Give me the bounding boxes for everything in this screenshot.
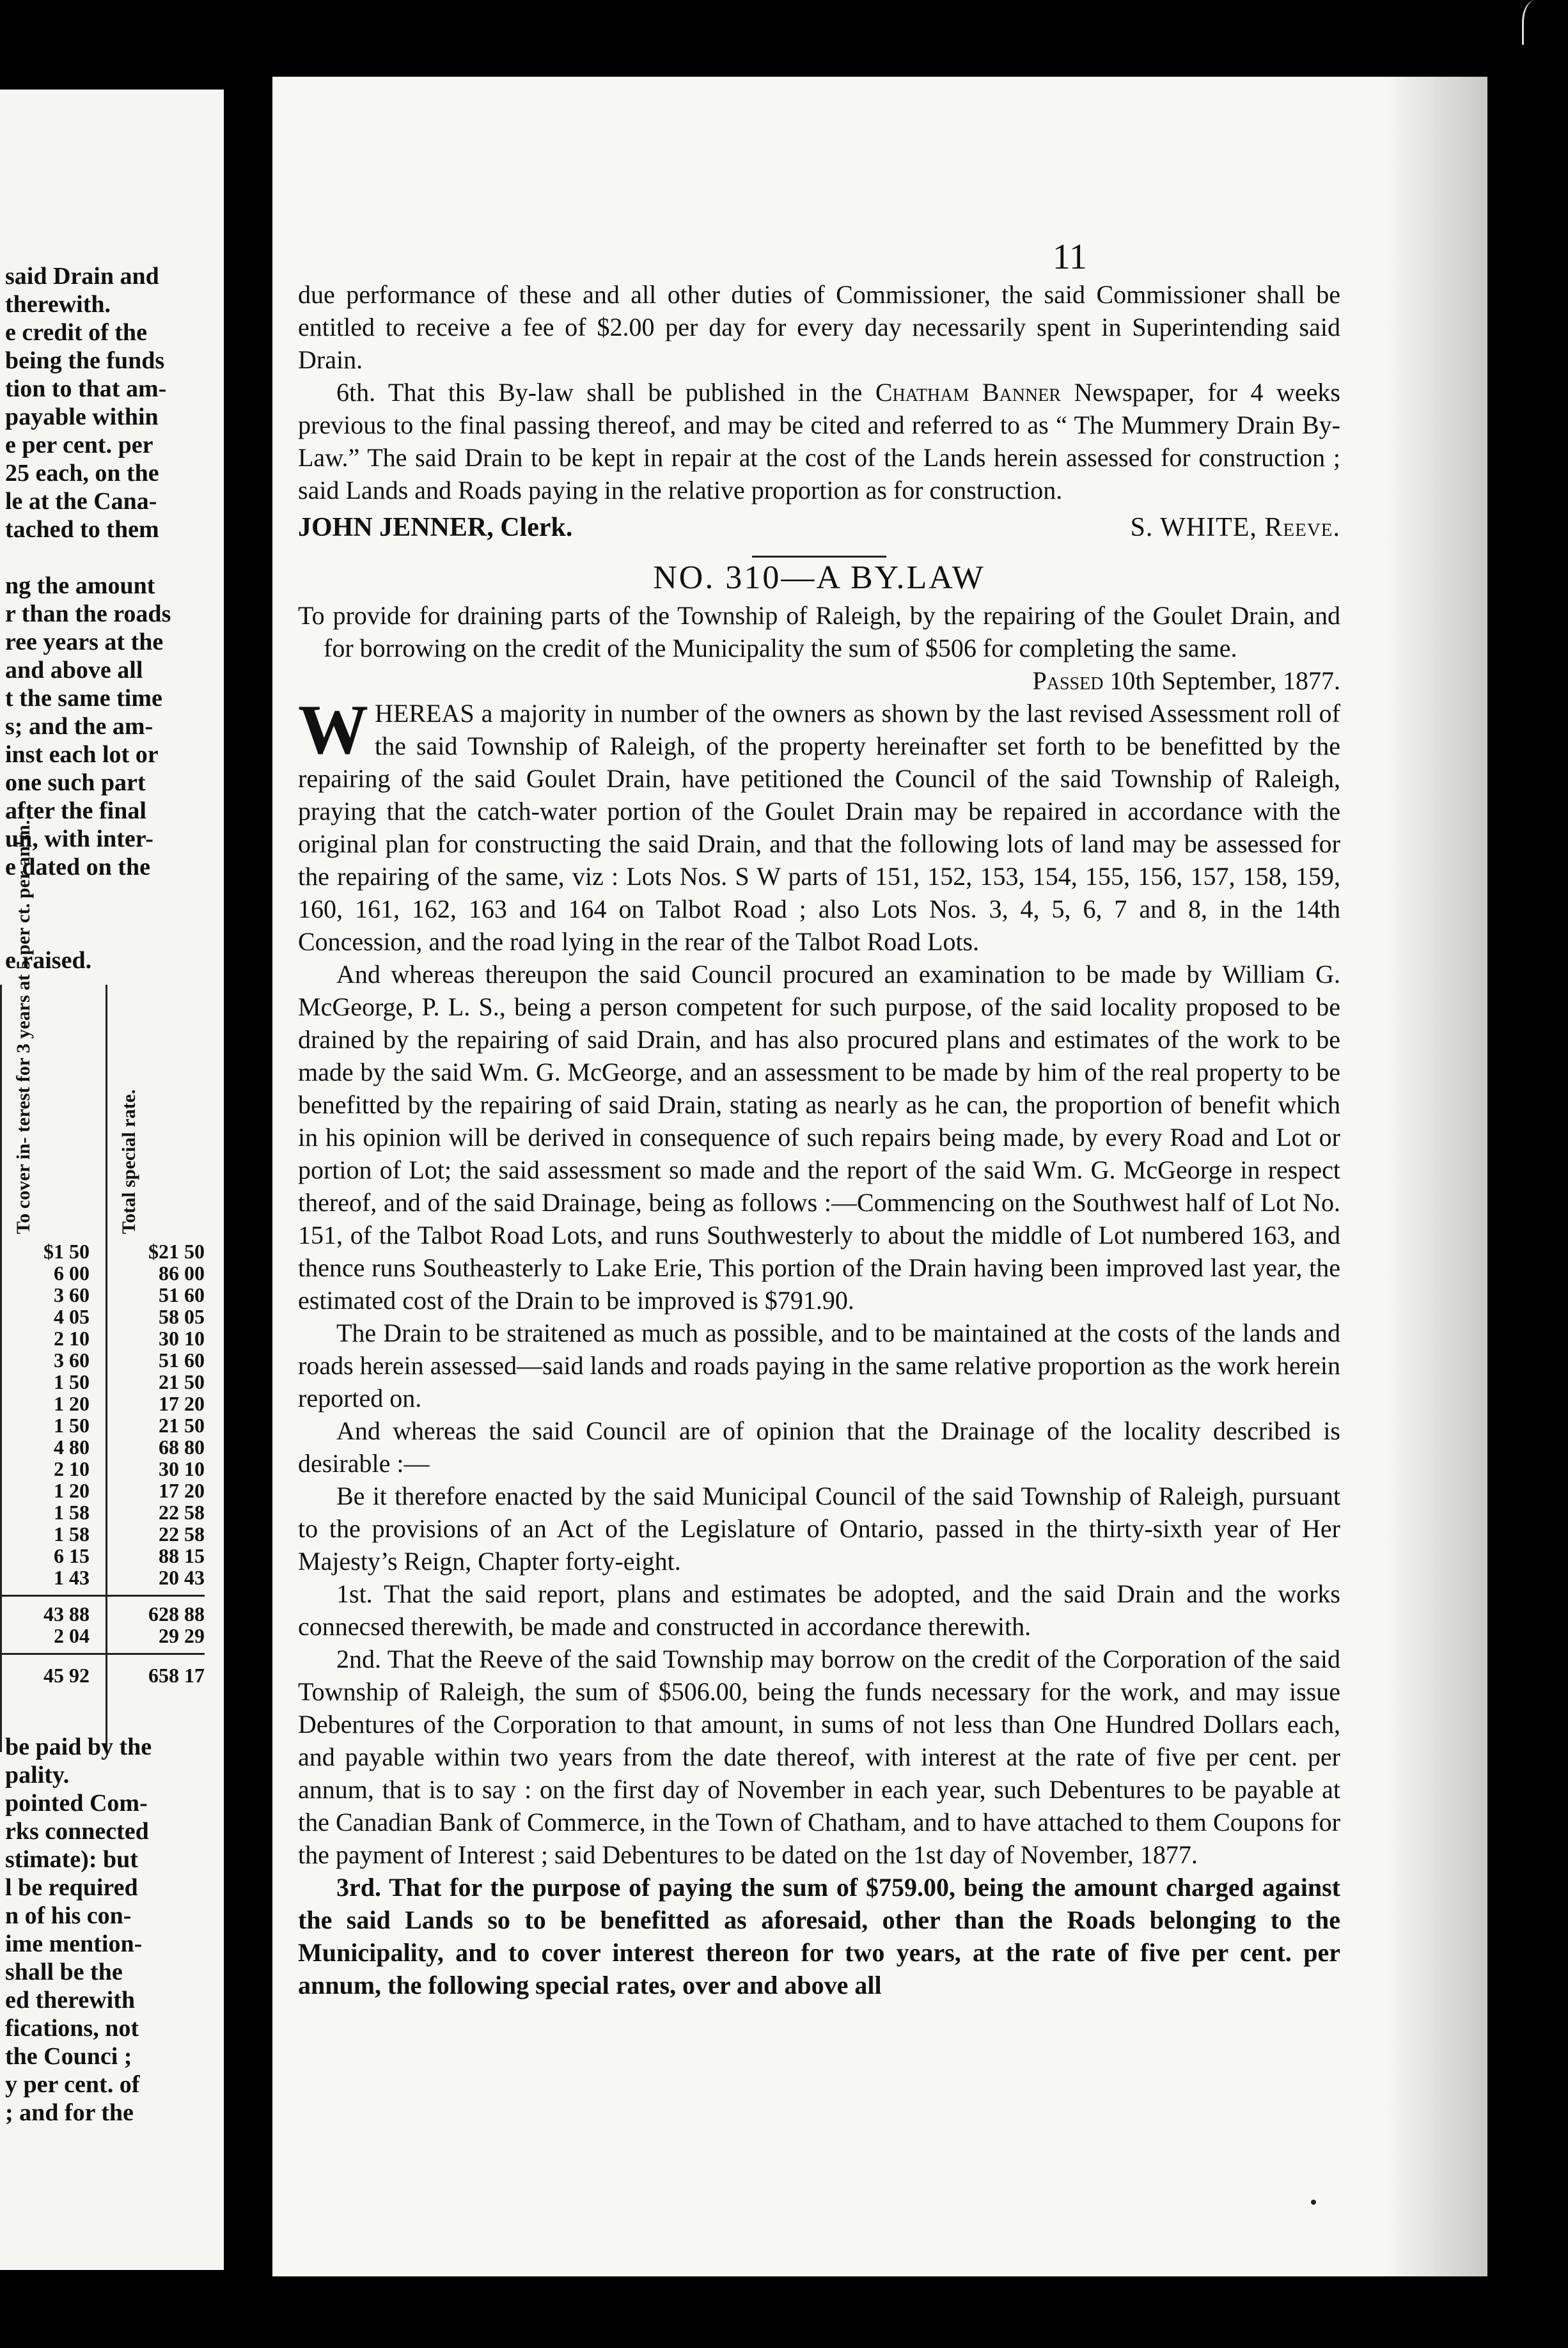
table-row bbox=[0, 1501, 217, 1523]
total-rate-cell: $21 50 bbox=[148, 1240, 205, 1263]
total-rate-cell: 51 60 bbox=[159, 1349, 205, 1372]
left-page-line: tached to them bbox=[5, 516, 159, 543]
left-page-line: tion to that am- bbox=[5, 375, 167, 402]
left-page-line: one such part bbox=[5, 769, 146, 796]
signature-row bbox=[298, 512, 1340, 544]
table-row bbox=[0, 1393, 217, 1414]
left-page-text-lines bbox=[5, 262, 216, 881]
reeve-name: S. WHITE, bbox=[1130, 513, 1257, 542]
first-clause: 1st. That the said report, plans and estimates be adopted, and the said Drain and the works connecsed therewith, be made and constructed in accordance therewith. bbox=[298, 1579, 1340, 1641]
sixth-clause-prefix: 6th. That this By-law shall be published in the bbox=[336, 378, 875, 407]
page-number: 11 bbox=[1053, 237, 1087, 277]
interest-cell: 6 15 bbox=[54, 1544, 90, 1567]
table-body bbox=[0, 1241, 217, 1687]
total-rate-cell: 21 50 bbox=[159, 1414, 205, 1437]
left-page-line: s; and the am- bbox=[5, 713, 153, 740]
left-page-raised-heading: e raised. bbox=[5, 947, 92, 974]
total-rate-cell: 51 60 bbox=[159, 1283, 205, 1306]
total-rate-cell: 86 00 bbox=[159, 1262, 205, 1285]
reeve-signature bbox=[1131, 512, 1340, 544]
left-page-line: stimate): but bbox=[5, 1846, 138, 1873]
interest-cell: 1 58 bbox=[54, 1501, 90, 1524]
subtotal-interest-cell: 43 88 bbox=[43, 1602, 90, 1625]
total-rate-cell: 68 80 bbox=[159, 1436, 205, 1459]
col-header-interest: To cover in- terest for 3 years at 5 per ct. per an'm. bbox=[13, 820, 34, 1234]
left-page-line: ime mention- bbox=[5, 1930, 143, 1957]
left-page-line: t the same time bbox=[5, 685, 162, 712]
subtotal-total-cell: 29 29 bbox=[159, 1624, 205, 1647]
interest-cell: 2 10 bbox=[54, 1327, 90, 1350]
interest-cell: 1 43 bbox=[54, 1566, 90, 1589]
table-row bbox=[0, 1349, 217, 1371]
interest-cell: 4 80 bbox=[54, 1436, 90, 1459]
reeve-title: Reeve. bbox=[1264, 513, 1340, 542]
table-row bbox=[0, 1545, 217, 1567]
whereas-paragraph bbox=[298, 691, 1340, 958]
interest-cell: 6 00 bbox=[54, 1262, 90, 1285]
section-divider bbox=[752, 556, 886, 558]
col-header-total: Total special rate. bbox=[118, 1089, 139, 1234]
left-page-line: y per cent. of bbox=[5, 2071, 140, 2098]
drop-cap: W bbox=[298, 691, 368, 769]
table-rule bbox=[0, 1595, 205, 1597]
left-page-line: pality. bbox=[5, 1762, 70, 1788]
left-page-line: ree years at the bbox=[5, 629, 164, 655]
table-rule bbox=[0, 1653, 205, 1655]
table-row bbox=[0, 1567, 217, 1588]
left-page-line: therewith. bbox=[5, 291, 111, 318]
total-rate-cell: 30 10 bbox=[159, 1327, 205, 1350]
left-page-line: fications, not bbox=[5, 2015, 139, 2042]
left-page-line: be paid by the bbox=[5, 1734, 152, 1760]
interest-cell: 1 58 bbox=[54, 1522, 90, 1546]
left-page-line: l be required bbox=[5, 1874, 138, 1901]
interest-cell: 1 20 bbox=[54, 1392, 90, 1415]
main-page bbox=[272, 77, 1487, 2276]
second-clause: 2nd. That the Reeve of the said Township may borrow on the credit of the Corporation of the said Township of Raleigh, the sum of $506.00, being the funds necessary for the work, and may issue Debentures of the Corporation to that amount, in sums of not less than One Hundred Dollars each, and payable within two years from the date thereof, with interest at the rate of five per cent. per annum, that is to say : on the first day of November in each year, such Debentures to be payable at the Canadian Bank of Commerce, in the Town of Chatham, and to have attached to them Coupons for the payment of Interest ; said Debentures to be dated on the 1st day of November, 1877. bbox=[298, 1645, 1340, 1869]
total-rate-cell: 22 58 bbox=[159, 1522, 205, 1546]
total-row bbox=[0, 1664, 217, 1687]
left-page-line: ed therewith bbox=[5, 1987, 135, 2014]
left-page-line: ng the amount bbox=[5, 572, 155, 599]
left-page-line bbox=[5, 544, 216, 572]
drain-paragraph: The Drain to be straitened as much as possible, and to be maintained at the costs of the lands and roads herein assessed—said lands and roads paying in the same relative proportion as the work herein reported on. bbox=[298, 1319, 1340, 1413]
interest-cell: 2 10 bbox=[54, 1457, 90, 1480]
left-page-line: r than the roads bbox=[5, 600, 171, 627]
left-page-line: ; and for the bbox=[5, 2099, 134, 2126]
left-page-line: 25 each, on the bbox=[5, 460, 159, 487]
left-page-line: being the funds bbox=[5, 347, 165, 374]
table-row bbox=[0, 1371, 217, 1393]
corner-scratch-mark bbox=[1522, 0, 1549, 45]
bylaw-title: NO. 310—A BY.LAW bbox=[653, 560, 985, 596]
total-rate-cell: 88 15 bbox=[159, 1544, 205, 1567]
interest-cell: 1 50 bbox=[54, 1370, 90, 1393]
sixth-clause-suffix: Newspaper, for 4 weeks previous to the final passing thereof, and may be cited and referred to as “ The Mummery Drain By-Law.” The said Drain to be kept in repair at the cost of the Lands herein assessed for construction ; said Lands and Roads paying in the relative proportion as for construction. bbox=[298, 378, 1340, 505]
interest-cell: 1 20 bbox=[54, 1479, 90, 1502]
whereas-text: HEREAS a majority in number of the owners as shown by the last revised Assessment roll of the said Township of Raleigh, of the property hereinafter set forth to be benefitted by the repairing of the said Goulet Drain, have petitioned the Council of the said Township of Raleigh, praying that the catch-water portion of the Goulet Drain may be repaired in accordance with the original plan for constructing the said Drain, and that the following lots of land may be assessed for the repairing of the same, viz : Lots Nos. S W parts of 151, 152, 153, 154, 155, 156, 157, 158, 159, 160, 161, 162, 163 and 164 on Talbot Road ; also Lots Nos. 3, 4, 5, 6, 7 and 8, in the 14th Concession, and the road lying in the rear of the Talbot Road Lots. bbox=[298, 699, 1340, 956]
subtotal-total-cell: 628 88 bbox=[148, 1602, 205, 1625]
left-page-fragment bbox=[0, 90, 224, 2270]
left-page-bottom-lines bbox=[5, 1733, 216, 2127]
ink-dot bbox=[1311, 2200, 1316, 2205]
interest-cell: 1 50 bbox=[54, 1414, 90, 1437]
left-page-line: n of his con- bbox=[5, 1902, 132, 1929]
interest-cell: $1 50 bbox=[43, 1240, 90, 1263]
grand-total-interest: 45 92 bbox=[43, 1664, 90, 1687]
total-rate-cell: 22 58 bbox=[159, 1501, 205, 1524]
clerk-signature: JOHN JENNER, Clerk. bbox=[298, 513, 573, 542]
subtotal-row bbox=[0, 1625, 217, 1647]
table-row bbox=[0, 1458, 217, 1480]
table-row bbox=[0, 1262, 217, 1284]
table-row bbox=[0, 1241, 217, 1262]
table-row bbox=[0, 1284, 217, 1306]
intro-paragraph: due performance of these and all other duties of Commissioner, the said Commissioner shall be entitled to receive a fee of $2.00 per day for every day necessarily spent in Superintending said Drain. bbox=[298, 280, 1340, 374]
left-page-line: and above all bbox=[5, 657, 143, 684]
left-page-line: shall be the bbox=[5, 1959, 123, 1985]
left-page-line: rks connected bbox=[5, 1818, 149, 1845]
left-page-line: e per cent. per bbox=[5, 432, 153, 458]
total-rate-cell: 58 05 bbox=[159, 1305, 205, 1328]
left-page-line: inst each lot or bbox=[5, 741, 159, 768]
left-page-line: e dated on the bbox=[5, 854, 150, 880]
table-row bbox=[0, 1306, 217, 1327]
total-rate-cell: 21 50 bbox=[159, 1370, 205, 1393]
left-page-line: payable within bbox=[5, 403, 159, 430]
subtotal-row bbox=[0, 1603, 217, 1625]
interest-cell: 3 60 bbox=[54, 1349, 90, 1372]
newspaper-name: Chatham Banner bbox=[875, 378, 1061, 407]
left-page-line: the Counci ; bbox=[5, 2043, 132, 2070]
left-page-line: le at the Cana- bbox=[5, 488, 157, 515]
opinion-paragraph: And whereas the said Council are of opinion that the Drainage of the locality described is desirable :— bbox=[298, 1416, 1340, 1478]
enacted-paragraph: Be it therefore enacted by the said Municipal Council of the said Township of Raleigh, pursuant to the provisions of an Act of the Legislature of Ontario, passed in the thirty-sixth year of Her Majesty’s Reign, Chapter forty-eight. bbox=[298, 1482, 1340, 1576]
passed-date bbox=[298, 664, 1340, 697]
total-rate-cell: 30 10 bbox=[159, 1457, 205, 1480]
table-row bbox=[0, 1414, 217, 1436]
page-body bbox=[298, 278, 1340, 2001]
grand-total-rate: 658 17 bbox=[148, 1664, 205, 1687]
passed-label: Passed bbox=[1032, 666, 1104, 695]
third-clause: 3rd. That for the purpose of paying the sum of $759.00, being the amount charged against the said Lands so to be benefitted as aforesaid, other than the Roads belonging to the Municipality, and to cover interest thereon for two years, at the rate of five per cent. per annum, the following special rates, over and above all bbox=[298, 1873, 1340, 2000]
page-edge-shadow bbox=[1385, 77, 1487, 2276]
interest-cell: 4 05 bbox=[54, 1305, 90, 1328]
table-row bbox=[0, 1436, 217, 1458]
left-page-line: pointed Com- bbox=[5, 1790, 148, 1817]
left-page-line: e credit of the bbox=[5, 319, 147, 346]
total-rate-cell: 20 43 bbox=[159, 1566, 205, 1589]
table-row bbox=[0, 1327, 217, 1349]
left-page-line: un, with inter- bbox=[5, 826, 153, 852]
and-whereas-paragraph: And whereas thereupon the said Council procured an examination to be made by William G. McGeorge, P. L. S., being a person competent for such purpose, of the said locality proposed to be drained by the repairing of said Drain, and has also procured plans and estimates of the work to be made by the said Wm. G. McGeorge, and an assessment to be made by him of the real property to be benefitted by the repairing of said Drain, stating as nearly as he can, the proportion of benefit which in his opinion will be derived in consequence of such repairs being made, by every Road and Lot or portion of Lot; the said assessment so made and the report of the said Wm. G. McGeorge in respect thereof, and of the said Drainage, being as follows :—Commencing on the Southwest half of Lot No. 151, of the Talbot Road Lots, and runs Southwesterly to about the middle of Lot numbered 163, and thence runs Southeasterly to Lake Erie, This portion of the Drain having been improved last year, the estimated cost of the Drain to be improved is $791.90. bbox=[298, 960, 1340, 1315]
table-row bbox=[0, 1480, 217, 1501]
left-page-line: after the final bbox=[5, 797, 146, 824]
passed-date-value: 10th September, 1877. bbox=[1103, 666, 1340, 695]
sixth-clause bbox=[298, 376, 1340, 506]
left-page-line: said Drain and bbox=[5, 263, 159, 290]
interest-cell: 3 60 bbox=[54, 1283, 90, 1306]
total-rate-cell: 17 20 bbox=[159, 1392, 205, 1415]
subtotal-interest-cell: 2 04 bbox=[54, 1624, 90, 1647]
total-rate-cell: 17 20 bbox=[159, 1479, 205, 1502]
table-row bbox=[0, 1523, 217, 1545]
bylaw-subtitle: To provide for draining parts of the Township of Raleigh, by the repairing of the Goulet Drain, and for borrowing on the credit of the Municipality the sum of $506 for completing the same. bbox=[298, 601, 1340, 662]
